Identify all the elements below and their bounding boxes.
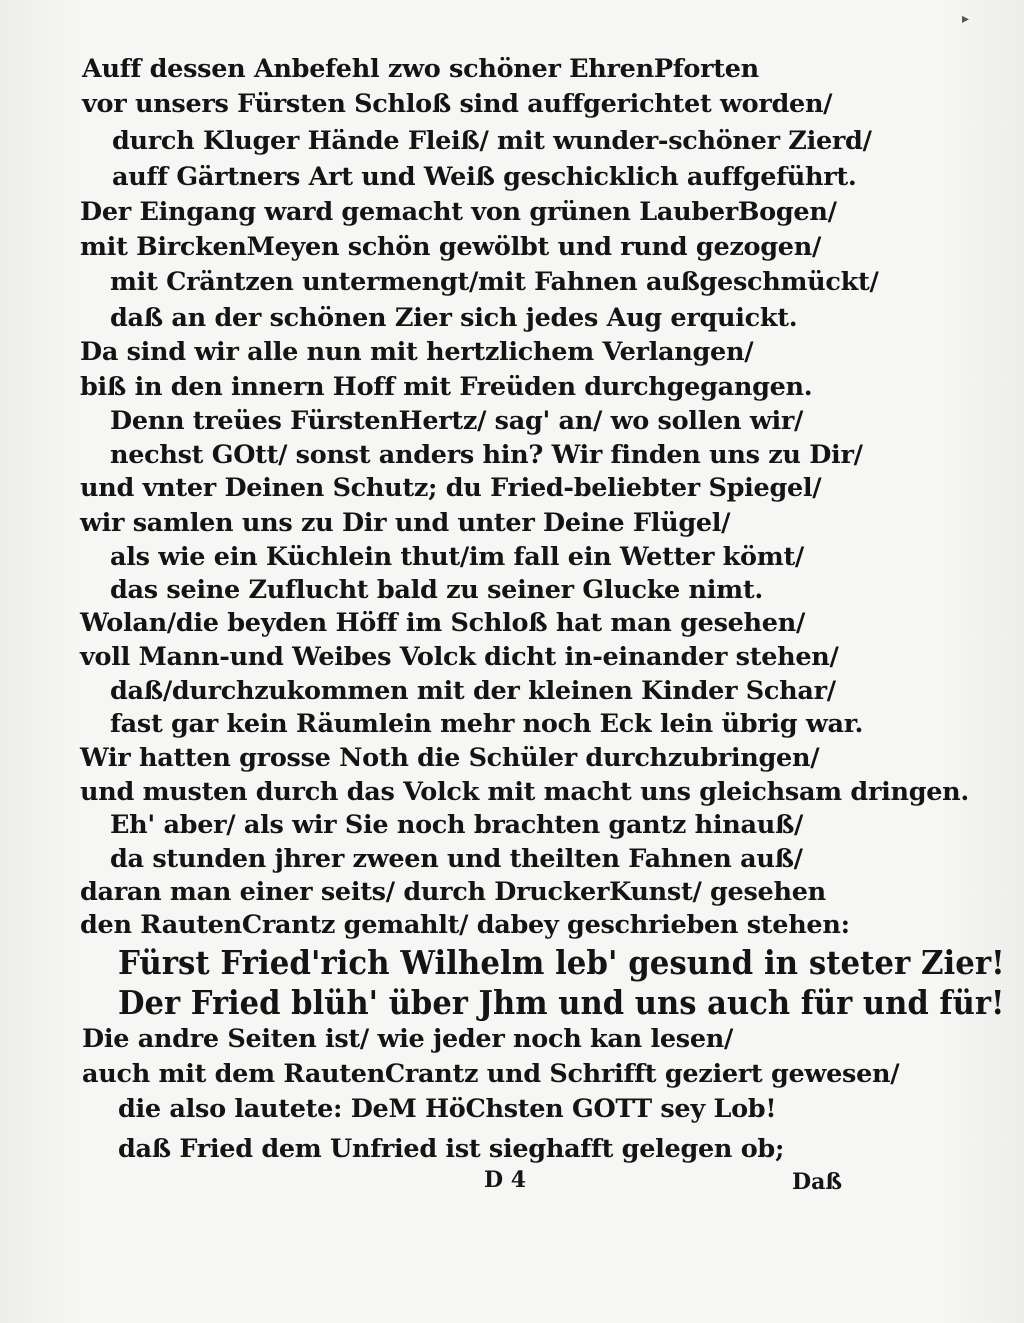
text-line-23: Eh' aber/ als wir Sie noch brachten gantz hinauß/ xyxy=(110,810,804,840)
text-line-31: die also lautete: DeM HöChsten GOTT sey Lob! xyxy=(118,1094,777,1124)
signature-mark: D 4 xyxy=(484,1167,527,1193)
motto-line-1: Fürst Fried'rich Wilhelm leb' gesund in steter Zier! xyxy=(118,943,1005,982)
text-line-15: als wie ein Küchlein thut/im fall ein Wetter kömt/ xyxy=(110,542,804,572)
motto-line-2: Der Fried blüh' über Jhm und uns auch für und für! xyxy=(118,983,1005,1022)
catchword: Daß xyxy=(792,1169,843,1195)
text-line-32: daß Fried dem Unfried ist sieghafft gelegen ob; xyxy=(118,1134,785,1164)
text-line-26: den RautenCrantz gemahlt/ dabey geschrieben stehen: xyxy=(80,910,850,940)
text-line-7: mit Cräntzen untermengt/mit Fahnen außgeschmückt/ xyxy=(110,267,879,297)
text-line-20: fast gar kein Räumlein mehr noch Eck lein übrig war. xyxy=(110,709,864,739)
text-line-4: auff Gärtners Art und Weiß geschicklich auffgeführt. xyxy=(112,162,857,192)
text-line-14: wir samlen uns zu Dir und unter Deine Flügel/ xyxy=(80,508,731,538)
text-line-24: da stunden jhrer zween und theilten Fahnen auß/ xyxy=(110,844,803,874)
text-line-6: mit BirckenMeyen schön gewölbt und rund gezogen/ xyxy=(80,232,821,262)
text-line-11: Denn treües FürstenHertz/ sag' an/ wo sollen wir/ xyxy=(110,406,804,436)
text-line-21: Wir hatten grosse Noth die Schüler durchzubringen/ xyxy=(80,743,820,773)
text-line-17: Wolan/die beyden Höff im Schloß hat man gesehen/ xyxy=(80,608,805,638)
text-line-30: auch mit dem RautenCrantz und Schrifft geziert gewesen/ xyxy=(82,1059,900,1089)
text-line-12: nechst GOtt/ sonst anders hin? Wir finden uns zu Dir/ xyxy=(110,440,863,470)
text-line-5: Der Eingang ward gemacht von grünen LauberBogen/ xyxy=(80,197,837,227)
text-line-2: vor unsers Fürsten Schloß sind auffgerichtet worden/ xyxy=(82,89,833,119)
text-line-22: und musten durch das Volck mit macht uns gleichsam dringen. xyxy=(80,777,969,807)
text-line-25: daran man einer seits/ durch DruckerKunst/ gesehen xyxy=(80,877,826,907)
text-line-29: Die andre Seiten ist/ wie jeder noch kan lesen/ xyxy=(82,1024,733,1054)
text-line-3: durch Kluger Hände Fleiß/ mit wunder-schöner Zierd/ xyxy=(112,126,872,156)
text-line-13: und vnter Deinen Schutz; du Fried-beliebter Spiegel/ xyxy=(80,473,822,503)
text-line-1: Auff dessen Anbefehl zwo schöner EhrenPforten xyxy=(82,54,759,84)
corner-mark: ▸ xyxy=(962,11,970,27)
text-line-8: daß an der schönen Zier sich jedes Aug erquickt. xyxy=(110,303,798,333)
text-line-19: daß/durchzukommen mit der kleinen Kinder Schar/ xyxy=(110,676,836,706)
text-line-10: biß in den innern Hoff mit Freüden durchgegangen. xyxy=(80,372,813,402)
text-line-18: voll Mann-und Weibes Volck dicht in-einander stehen/ xyxy=(80,642,839,672)
text-line-16: das seine Zuflucht bald zu seiner Glucke nimt. xyxy=(110,575,763,605)
text-line-9: Da sind wir alle nun mit hertzlichem Verlangen/ xyxy=(80,337,754,367)
